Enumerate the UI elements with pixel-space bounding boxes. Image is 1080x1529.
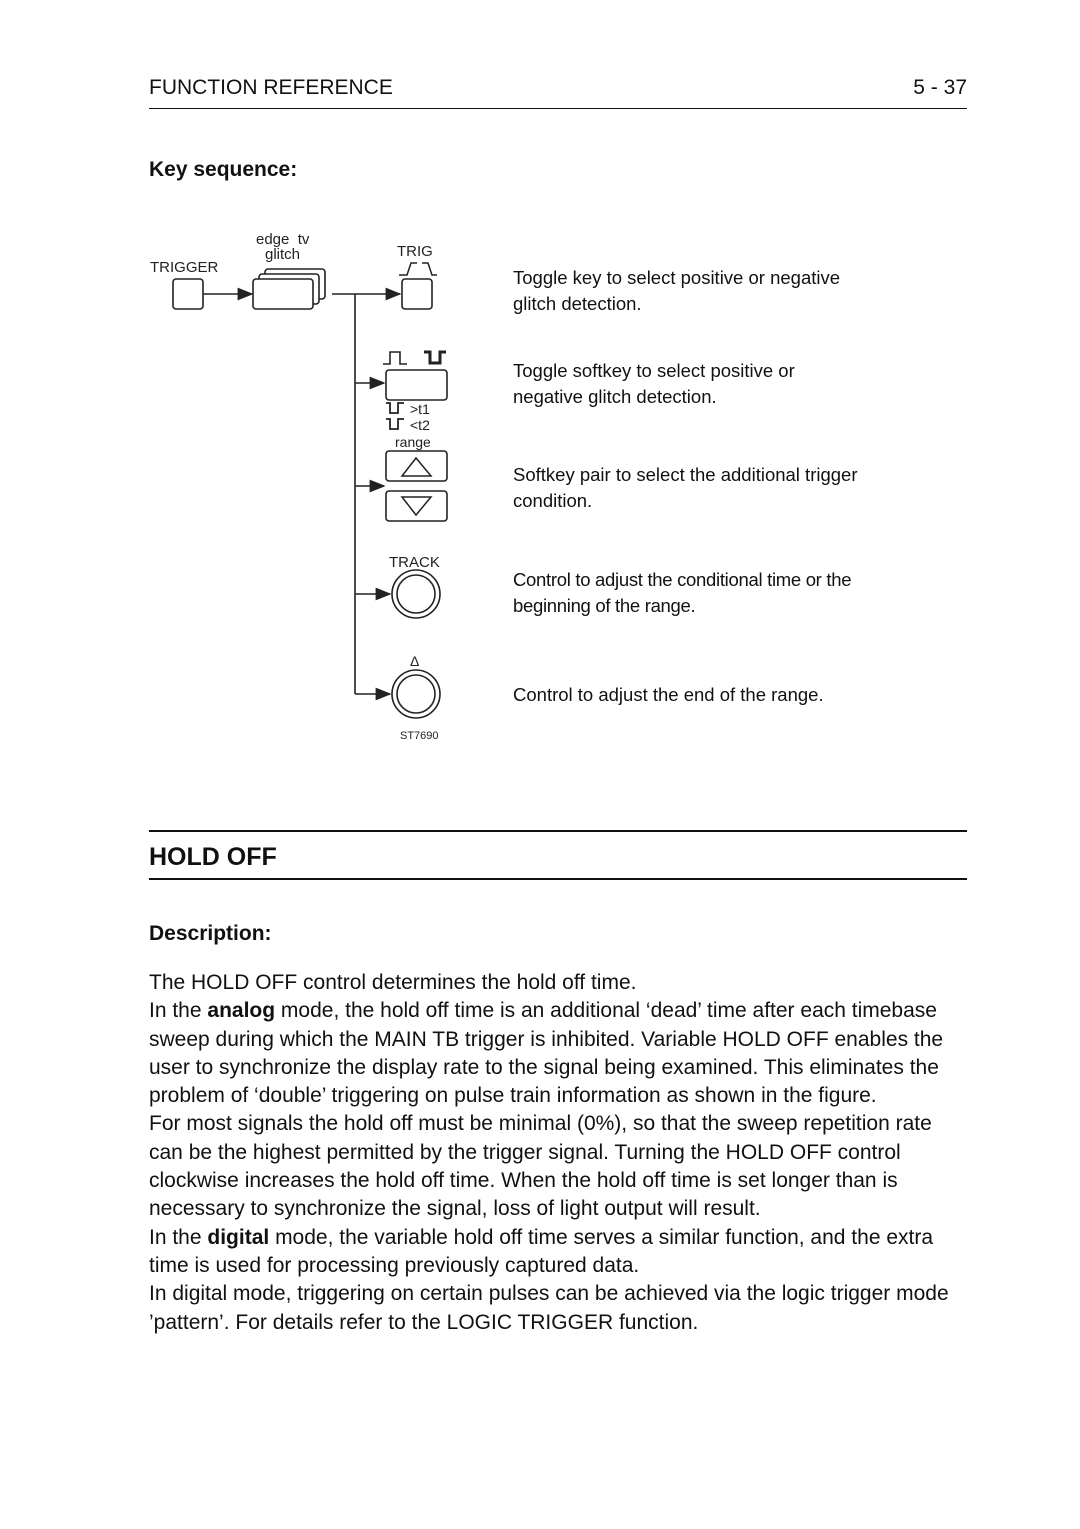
glitch-label: glitch [265,246,301,263]
pulse-t1-icon [386,403,404,413]
desc-polarity-softkey: Toggle softkey to select positive or negative glitch detection. [513,360,795,407]
paragraph-1: The HOLD OFF control determines the hold off time. [149,971,637,994]
glitch-softkey[interactable] [253,279,313,309]
delta-knob[interactable] [392,670,440,718]
hold-off-title: HOLD OFF [149,843,277,871]
polarity-softkey[interactable] [386,370,447,400]
up-arrow-icon [402,458,431,476]
trigger-key[interactable] [173,279,203,309]
pulse-t2-icon [386,419,404,429]
desc-track-knob: Control to adjust the conditional time or the beginning of the range. [513,569,852,616]
rising-edge-icon [399,263,417,275]
paragraph-3: For most signals the hold off must be minimal (0%), so that the sweep repetition rate can be the highest permitted by the trigger signal. Turning the HOLD OFF control clockwise increases the hold off time. When the hold off time is set longer than is necessary to synchronize the signal, loss of light output will result. [149,1112,932,1221]
positive-pulse-icon [383,352,407,364]
paragraph-4: In the digital mode, the variable hold off time serves a similar function, and the extra time is used for processing previously captured data. [149,1225,934,1277]
trig-label: TRIG [397,243,433,260]
trig-toggle-key[interactable] [402,279,432,309]
section-rule-top [149,830,967,832]
paragraph-2: In the analog mode, the hold off time is an additional ‘dead’ time after each timebase sweep during which the MAIN TB trigger is inhibited. Variable HOLD OFF enables the user to synchronize the display rate to the signal being examined. This eliminates the problem of ‘double’ triggering on pulse train information as shown in the figure. [149,999,944,1108]
delta-label: Δ [410,653,420,669]
hold-off-body [149,969,969,1337]
figure-id: ST7690 [400,730,439,742]
track-label: TRACK [389,554,440,571]
range-label: range [395,434,431,450]
t1-label: >t1 [410,401,430,417]
desc-range-softkeys: Softkey pair to select the additional trigger condition. [513,464,858,511]
description-heading: Description: [149,922,272,945]
page-number: 5 - 37 [913,76,967,99]
trigger-label: TRIGGER [150,259,219,276]
section-title: FUNCTION REFERENCE [149,76,393,99]
edge-tv-label: edge tv [256,231,310,248]
falling-edge-icon [422,263,437,275]
paragraph-5: In digital mode, triggering on certain pulses can be achieved via the logic trigger mode ’pattern’. For details refer to the LOGIC TRIGGER function. [149,1282,949,1334]
section-rule-bottom [149,878,967,880]
track-knob[interactable] [392,570,440,618]
range-down-softkey[interactable] [386,491,447,521]
desc-trig-toggle: Toggle key to select positive or negative glitch detection. [513,267,841,314]
key-sequence-heading: Key sequence: [149,158,298,181]
t2-label: <t2 [410,417,430,433]
desc-delta-knob: Control to adjust the end of the range. [513,684,824,705]
negative-pulse-icon [424,352,446,363]
down-arrow-icon [402,497,431,515]
